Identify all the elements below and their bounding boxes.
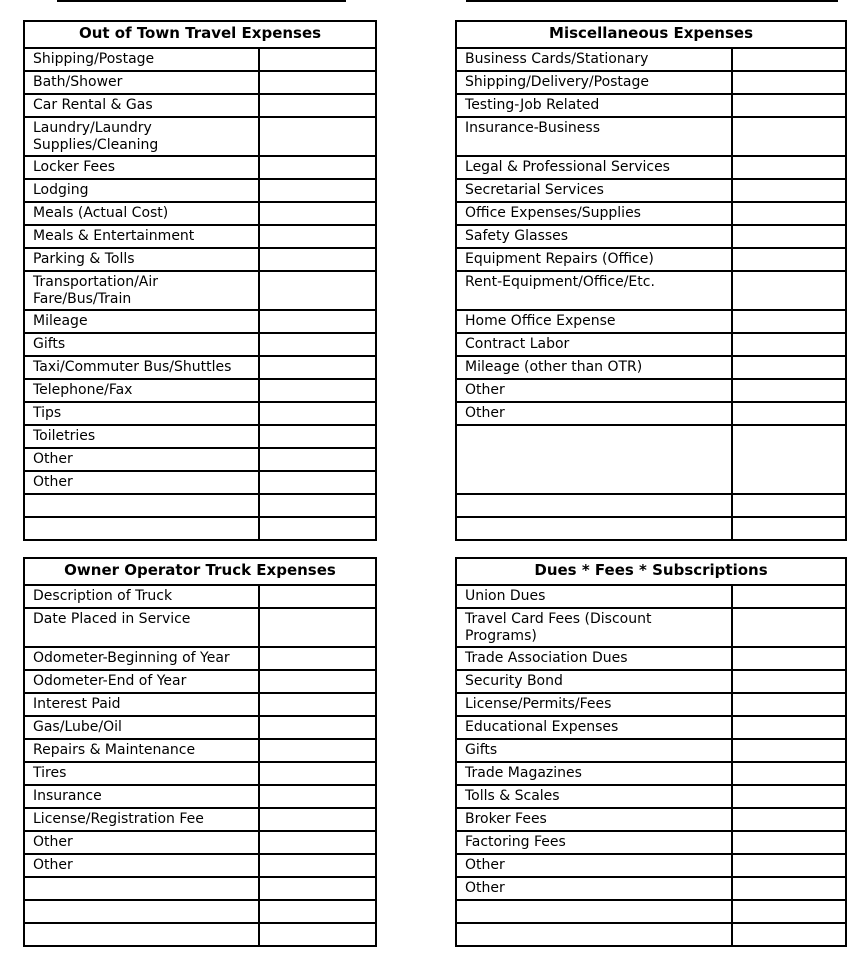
left-amount-entry-cell	[259, 693, 376, 716]
right-expense-label: Office Expenses/Supplies	[456, 202, 732, 225]
section-title-miscellaneous: Miscellaneous Expenses	[456, 21, 846, 48]
right-expense-label: Security Bond	[456, 670, 732, 693]
right-amount-entry-cell	[732, 425, 846, 494]
cropped-table-edge-left	[57, 0, 346, 2]
left-amount-entry-cell	[259, 471, 376, 494]
left-expense-label: Meals (Actual Cost)	[24, 202, 259, 225]
right-expense-label: Travel Card Fees (Discount Programs)	[456, 608, 732, 647]
right-expense-label: Insurance-Business	[456, 117, 732, 156]
left-expense-label: Transportation/Air Fare/Bus/Train	[24, 271, 259, 310]
left-amount-entry-cell	[259, 608, 376, 647]
left-expense-label: Date Placed in Service	[24, 608, 259, 647]
right-amount-entry-cell	[732, 356, 846, 379]
right-amount-entry-cell	[732, 900, 846, 923]
left-expense-label: Gas/Lube/Oil	[24, 716, 259, 739]
left-amount-entry-cell	[259, 248, 376, 271]
right-amount-entry-cell	[732, 48, 846, 71]
right-amount-entry-cell	[732, 585, 846, 608]
left-expense-label: Mileage	[24, 310, 259, 333]
right-expense-label: Trade Magazines	[456, 762, 732, 785]
left-amount-entry-cell	[259, 425, 376, 448]
travel-and-misc-expenses-table	[23, 20, 847, 541]
expense-row	[24, 48, 846, 71]
right-amount-entry-cell	[732, 739, 846, 762]
left-amount-entry-cell	[259, 762, 376, 785]
right-amount-entry-cell	[732, 693, 846, 716]
right-expense-label	[456, 923, 732, 946]
right-expense-label: Union Dues	[456, 585, 732, 608]
left-amount-entry-cell	[259, 48, 376, 71]
left-expense-label: Locker Fees	[24, 156, 259, 179]
left-expense-label: Insurance	[24, 785, 259, 808]
left-amount-entry-cell	[259, 271, 376, 310]
gap-column-cell	[376, 585, 456, 946]
right-expense-label: Rent-Equipment/Office/Etc.	[456, 271, 732, 310]
left-amount-entry-cell	[259, 854, 376, 877]
left-expense-label	[24, 877, 259, 900]
right-amount-entry-cell	[732, 379, 846, 402]
right-expense-label: Trade Association Dues	[456, 647, 732, 670]
left-expense-label: Gifts	[24, 333, 259, 356]
left-expense-label: Other	[24, 831, 259, 854]
left-expense-label	[24, 923, 259, 946]
left-expense-label: Odometer-Beginning of Year	[24, 647, 259, 670]
left-expense-label: Telephone/Fax	[24, 379, 259, 402]
left-amount-entry-cell	[259, 877, 376, 900]
left-amount-entry-cell	[259, 156, 376, 179]
right-amount-entry-cell	[732, 647, 846, 670]
left-amount-entry-cell	[259, 225, 376, 248]
left-expense-label: Tires	[24, 762, 259, 785]
gap-column-cell	[376, 48, 456, 540]
right-amount-entry-cell	[732, 225, 846, 248]
section-title-dues-fees-subscriptions: Dues * Fees * Subscriptions	[456, 558, 846, 585]
expense-row	[24, 585, 846, 608]
right-amount-entry-cell	[732, 877, 846, 900]
left-expense-label: Car Rental & Gas	[24, 94, 259, 117]
gap-column-cell	[376, 21, 456, 48]
left-amount-entry-cell	[259, 379, 376, 402]
section-title-owner-operator-truck: Owner Operator Truck Expenses	[24, 558, 376, 585]
right-amount-entry-cell	[732, 94, 846, 117]
left-expense-label: Other	[24, 854, 259, 877]
left-amount-entry-cell	[259, 494, 376, 517]
section-header-row	[24, 21, 846, 48]
left-amount-entry-cell	[259, 670, 376, 693]
left-expense-label: Tips	[24, 402, 259, 425]
right-expense-label: Safety Glasses	[456, 225, 732, 248]
right-amount-entry-cell	[732, 156, 846, 179]
left-expense-label: Odometer-End of Year	[24, 670, 259, 693]
right-expense-label: Tolls & Scales	[456, 785, 732, 808]
right-expense-label: Contract Labor	[456, 333, 732, 356]
left-amount-entry-cell	[259, 923, 376, 946]
left-expense-label	[24, 494, 259, 517]
right-amount-entry-cell	[732, 923, 846, 946]
right-expense-label: Broker Fees	[456, 808, 732, 831]
cropped-table-edge-right	[466, 0, 838, 2]
right-expense-label	[456, 494, 732, 517]
right-expense-label: Legal & Professional Services	[456, 156, 732, 179]
left-expense-label: Other	[24, 448, 259, 471]
right-expense-label: Other	[456, 877, 732, 900]
right-amount-entry-cell	[732, 71, 846, 94]
left-expense-label: Toiletries	[24, 425, 259, 448]
right-expense-label: Home Office Expense	[456, 310, 732, 333]
right-amount-entry-cell	[732, 716, 846, 739]
right-amount-entry-cell	[732, 854, 846, 877]
right-amount-entry-cell	[732, 248, 846, 271]
gap-column-cell	[376, 558, 456, 585]
right-expense-label: Equipment Repairs (Office)	[456, 248, 732, 271]
right-amount-entry-cell	[732, 402, 846, 425]
right-amount-entry-cell	[732, 808, 846, 831]
left-expense-label: Meals & Entertainment	[24, 225, 259, 248]
right-amount-entry-cell	[732, 762, 846, 785]
right-expense-label: License/Permits/Fees	[456, 693, 732, 716]
right-expense-label: Gifts	[456, 739, 732, 762]
left-amount-entry-cell	[259, 585, 376, 608]
left-expense-label: Repairs & Maintenance	[24, 739, 259, 762]
truck-and-dues-expenses-table	[23, 557, 847, 947]
right-expense-label: Business Cards/Stationary	[456, 48, 732, 71]
left-expense-label: Laundry/Laundry Supplies/Cleaning	[24, 117, 259, 156]
left-amount-entry-cell	[259, 448, 376, 471]
left-amount-entry-cell	[259, 356, 376, 379]
left-amount-entry-cell	[259, 179, 376, 202]
right-expense-label	[456, 900, 732, 923]
left-expense-label: Shipping/Postage	[24, 48, 259, 71]
left-amount-entry-cell	[259, 202, 376, 225]
right-expense-label: Secretarial Services	[456, 179, 732, 202]
section-header-row	[24, 558, 846, 585]
section-title-out-of-town-travel: Out of Town Travel Expenses	[24, 21, 376, 48]
left-expense-label: Parking & Tolls	[24, 248, 259, 271]
left-amount-entry-cell	[259, 94, 376, 117]
right-amount-entry-cell	[732, 117, 846, 156]
right-amount-entry-cell	[732, 785, 846, 808]
left-amount-entry-cell	[259, 647, 376, 670]
right-amount-entry-cell	[732, 179, 846, 202]
left-amount-entry-cell	[259, 900, 376, 923]
left-amount-entry-cell	[259, 117, 376, 156]
left-expense-label	[24, 900, 259, 923]
right-expense-label: Other	[456, 854, 732, 877]
right-expense-label: Mileage (other than OTR)	[456, 356, 732, 379]
left-amount-entry-cell	[259, 785, 376, 808]
right-expense-label: Other	[456, 402, 732, 425]
left-amount-entry-cell	[259, 71, 376, 94]
left-expense-label	[24, 517, 259, 540]
right-amount-entry-cell	[732, 494, 846, 517]
left-amount-entry-cell	[259, 402, 376, 425]
right-amount-entry-cell	[732, 333, 846, 356]
left-expense-label: Bath/Shower	[24, 71, 259, 94]
right-expense-label: Other	[456, 379, 732, 402]
left-amount-entry-cell	[259, 517, 376, 540]
left-expense-label: Lodging	[24, 179, 259, 202]
right-expense-label: Factoring Fees	[456, 831, 732, 854]
right-amount-entry-cell	[732, 271, 846, 310]
left-expense-label: License/Registration Fee	[24, 808, 259, 831]
right-amount-entry-cell	[732, 608, 846, 647]
left-amount-entry-cell	[259, 808, 376, 831]
left-amount-entry-cell	[259, 831, 376, 854]
left-expense-label: Interest Paid	[24, 693, 259, 716]
right-expense-label	[456, 425, 732, 494]
left-expense-label: Other	[24, 471, 259, 494]
right-amount-entry-cell	[732, 202, 846, 225]
left-expense-label: Taxi/Commuter Bus/Shuttles	[24, 356, 259, 379]
right-amount-entry-cell	[732, 310, 846, 333]
right-amount-entry-cell	[732, 517, 846, 540]
right-amount-entry-cell	[732, 670, 846, 693]
left-amount-entry-cell	[259, 739, 376, 762]
right-expense-label: Shipping/Delivery/Postage	[456, 71, 732, 94]
left-amount-entry-cell	[259, 333, 376, 356]
left-amount-entry-cell	[259, 716, 376, 739]
right-expense-label: Testing-Job Related	[456, 94, 732, 117]
right-amount-entry-cell	[732, 831, 846, 854]
right-expense-label	[456, 517, 732, 540]
left-amount-entry-cell	[259, 310, 376, 333]
right-expense-label: Educational Expenses	[456, 716, 732, 739]
left-expense-label: Description of Truck	[24, 585, 259, 608]
